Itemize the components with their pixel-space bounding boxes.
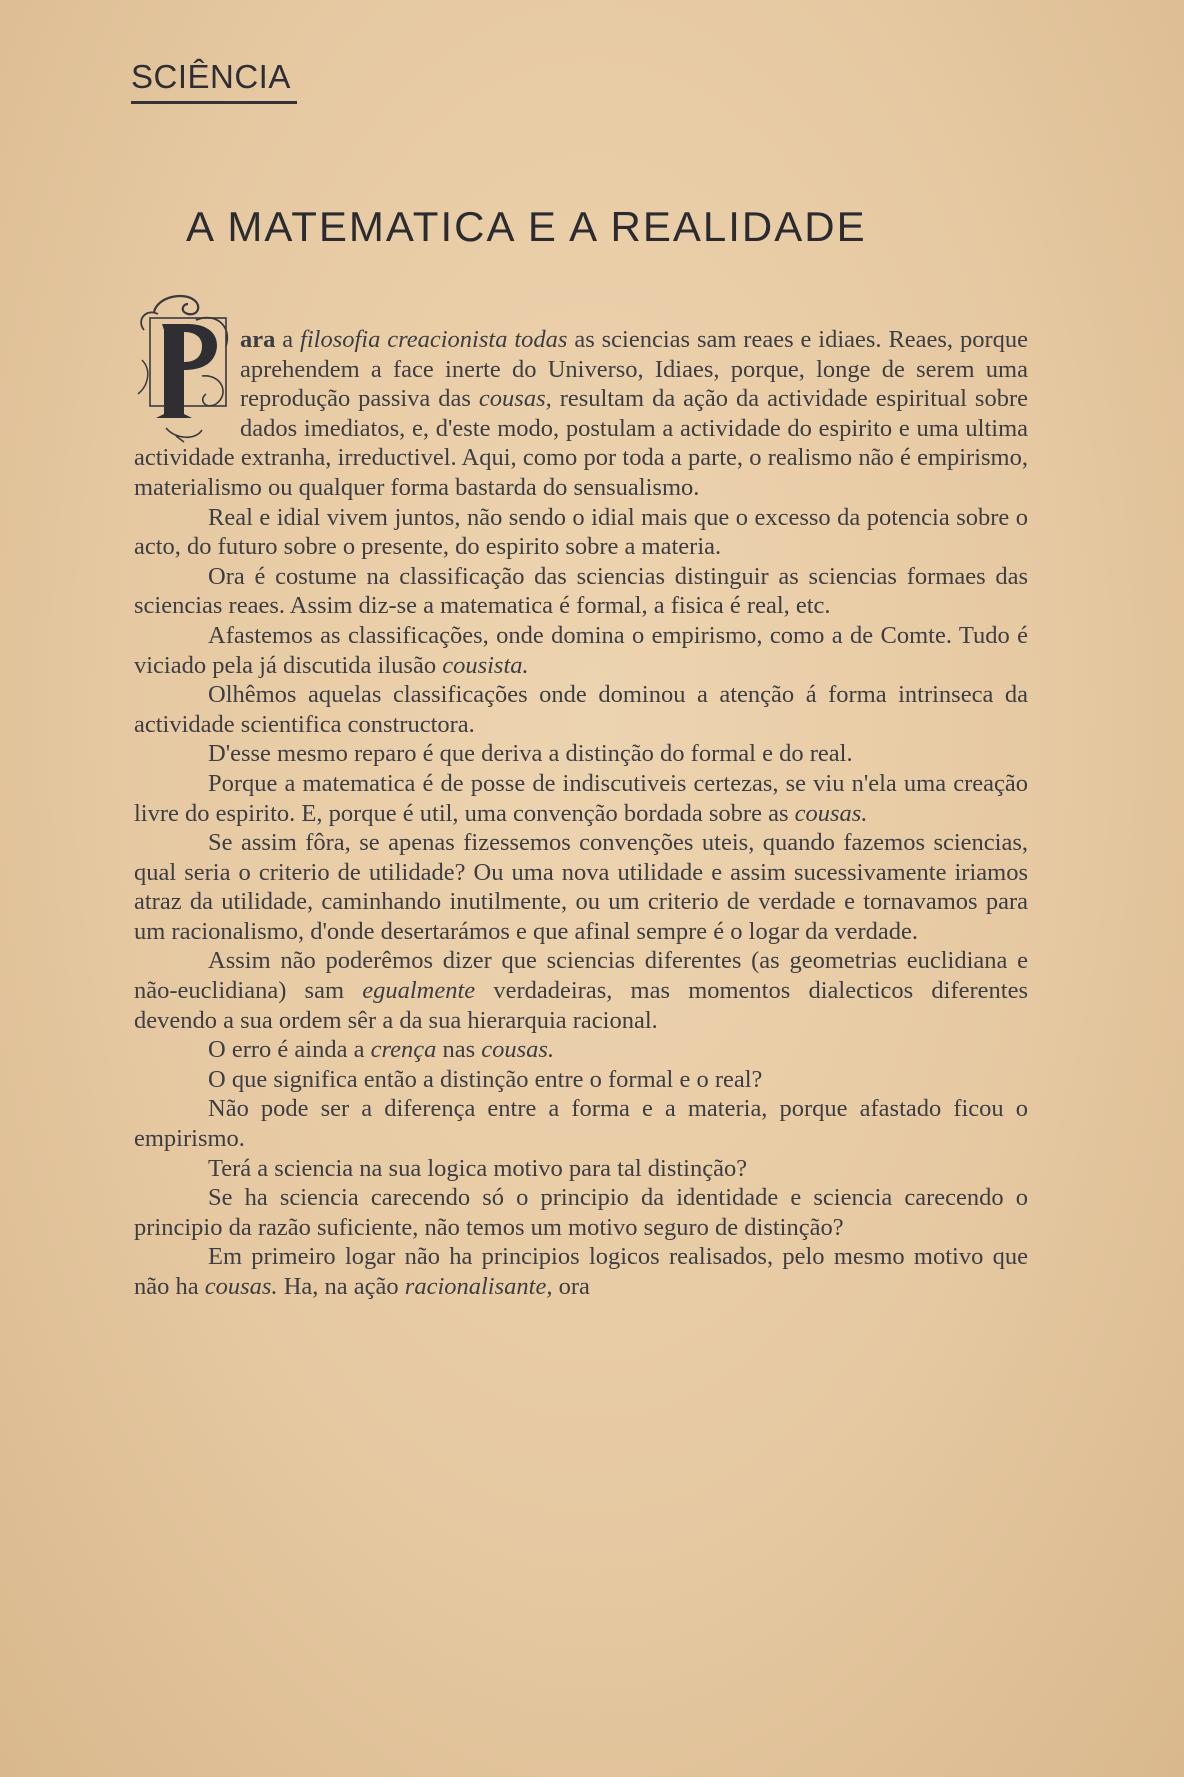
paragraph bbox=[134, 1242, 1028, 1301]
text-run: cousas. bbox=[204, 1273, 278, 1300]
text-run: Não pode ser a diferença entre a forma e a materia, porque afastado ficou o empirismo. bbox=[134, 1095, 1028, 1153]
text-run: Assim não poderêmos dizer que sciencias diferentes (as geometrias euclidiana e não-euclidiana) sam bbox=[134, 947, 1028, 1005]
paragraph bbox=[134, 769, 1028, 828]
text-run: Ora é costume na classificação das sciencias distinguir as sciencias formaes das sciencias reaes. Assim diz-se a matematica é formal, a fisica é real, etc. bbox=[134, 562, 1028, 620]
text-run: Se ha sciencia carecendo só o principio da identidade e sciencia carecendo o principio da razão suficiente, não temos um motivo seguro de distinção? bbox=[134, 1184, 1028, 1241]
text-run: Afastemos as classificações, onde domina o empirismo, como a de Comte. Tudo é viciado pela já discutida ilusão bbox=[134, 621, 1028, 679]
paragraph bbox=[134, 621, 1028, 680]
text-run: a bbox=[275, 326, 301, 353]
paragraph bbox=[134, 739, 1028, 769]
text-run: Olhêmos aquelas classificações onde dominou a atenção á forma intrinseca da actividade scientifica constructora. bbox=[134, 681, 1028, 738]
paragraph bbox=[134, 1094, 1028, 1153]
paragraph bbox=[134, 1154, 1028, 1184]
text-run: ora bbox=[552, 1273, 590, 1300]
text-run: resultam da ação da actividade espiritual sobre dados imediatos, e, d'este modo, postulam a actividade do espirito e uma ultima actividade extranha, irreductivel. Aqui, como por toda a parte, o realismo não é empirismo, materialismo ou qualquer forma bastarda do sensualismo. bbox=[134, 385, 1028, 501]
article-body bbox=[134, 325, 1028, 1302]
paragraph bbox=[134, 503, 1028, 562]
text-run: egualmente bbox=[362, 977, 476, 1005]
text-run: crença bbox=[370, 1036, 437, 1064]
text-run: Em primeiro logar não ha principios logicos realisados, pelo mesmo motivo que não ha bbox=[134, 1243, 1028, 1300]
text-run: Porque a matematica é de posse de indiscutiveis certezas, se viu n'ela uma creação livre do espirito. E, porque é util, uma convenção bordada sobre as bbox=[134, 769, 1028, 827]
article-title: A MATEMATICA E A REALIDADE bbox=[186, 203, 867, 250]
paragraph bbox=[134, 325, 1028, 503]
text-run: verdadeiras, mas momentos dialecticos diferentes devendo a sua ordem sêr a da sua hierarquia racional. bbox=[134, 977, 1028, 1034]
paragraph bbox=[134, 1065, 1028, 1095]
text-run: filosofia creacionista todas bbox=[300, 326, 568, 353]
section-underline bbox=[131, 101, 297, 104]
paragraph bbox=[134, 1183, 1028, 1242]
paragraph bbox=[134, 562, 1028, 621]
text-run: nas bbox=[436, 1036, 482, 1064]
text-run: O que significa então a distinção entre o formal e o real? bbox=[208, 1065, 763, 1093]
text-run: O erro é ainda a bbox=[208, 1036, 371, 1064]
text-run: cousas. bbox=[794, 799, 868, 827]
paragraph bbox=[134, 828, 1028, 946]
section-label: SCIÊNCIA bbox=[131, 58, 291, 95]
text-run: cousas. bbox=[481, 1036, 555, 1064]
text-run: racionalisante, bbox=[404, 1273, 553, 1300]
drop-cap-space bbox=[132, 325, 240, 433]
text-run: Se assim fôra, se apenas fizessemos convenções uteis, quando fazemos sciencias, qual seria o criterio de utilidade? Ou uma nova utilidade e assim sucessivamente iriamos atraz da utilidade, caminhando inutilmente, ou um criterio de verdade e tornavamos para um racionalismo, d'onde desertarámos e que afinal sempre é o logar da verdade. bbox=[134, 829, 1028, 945]
text-run: cousista. bbox=[442, 651, 529, 679]
text-run: D'esse mesmo reparo é que deriva a distinção do formal e do real. bbox=[208, 740, 853, 768]
paragraph bbox=[134, 1035, 1028, 1065]
text-run: as sciencias sam reaes e idiaes. Reaes, porque aprehendem a face inerte do Universo, Idiaes, porque, longe de serem uma reprodução passiva das bbox=[240, 326, 1028, 413]
text-run: cousas, bbox=[478, 385, 552, 413]
paragraph bbox=[134, 946, 1028, 1035]
text-run: Terá a sciencia na sua logica motivo para tal distinção? bbox=[208, 1154, 748, 1182]
text-run: Ha, na ação bbox=[277, 1273, 405, 1300]
text-run: Real e idial vivem juntos, não sendo o idial mais que o excesso da potencia sobre o acto, do futuro sobre o presente, do espirito sobre a materia. bbox=[134, 503, 1028, 561]
text-run: ara bbox=[240, 326, 276, 353]
paragraph bbox=[134, 680, 1028, 739]
